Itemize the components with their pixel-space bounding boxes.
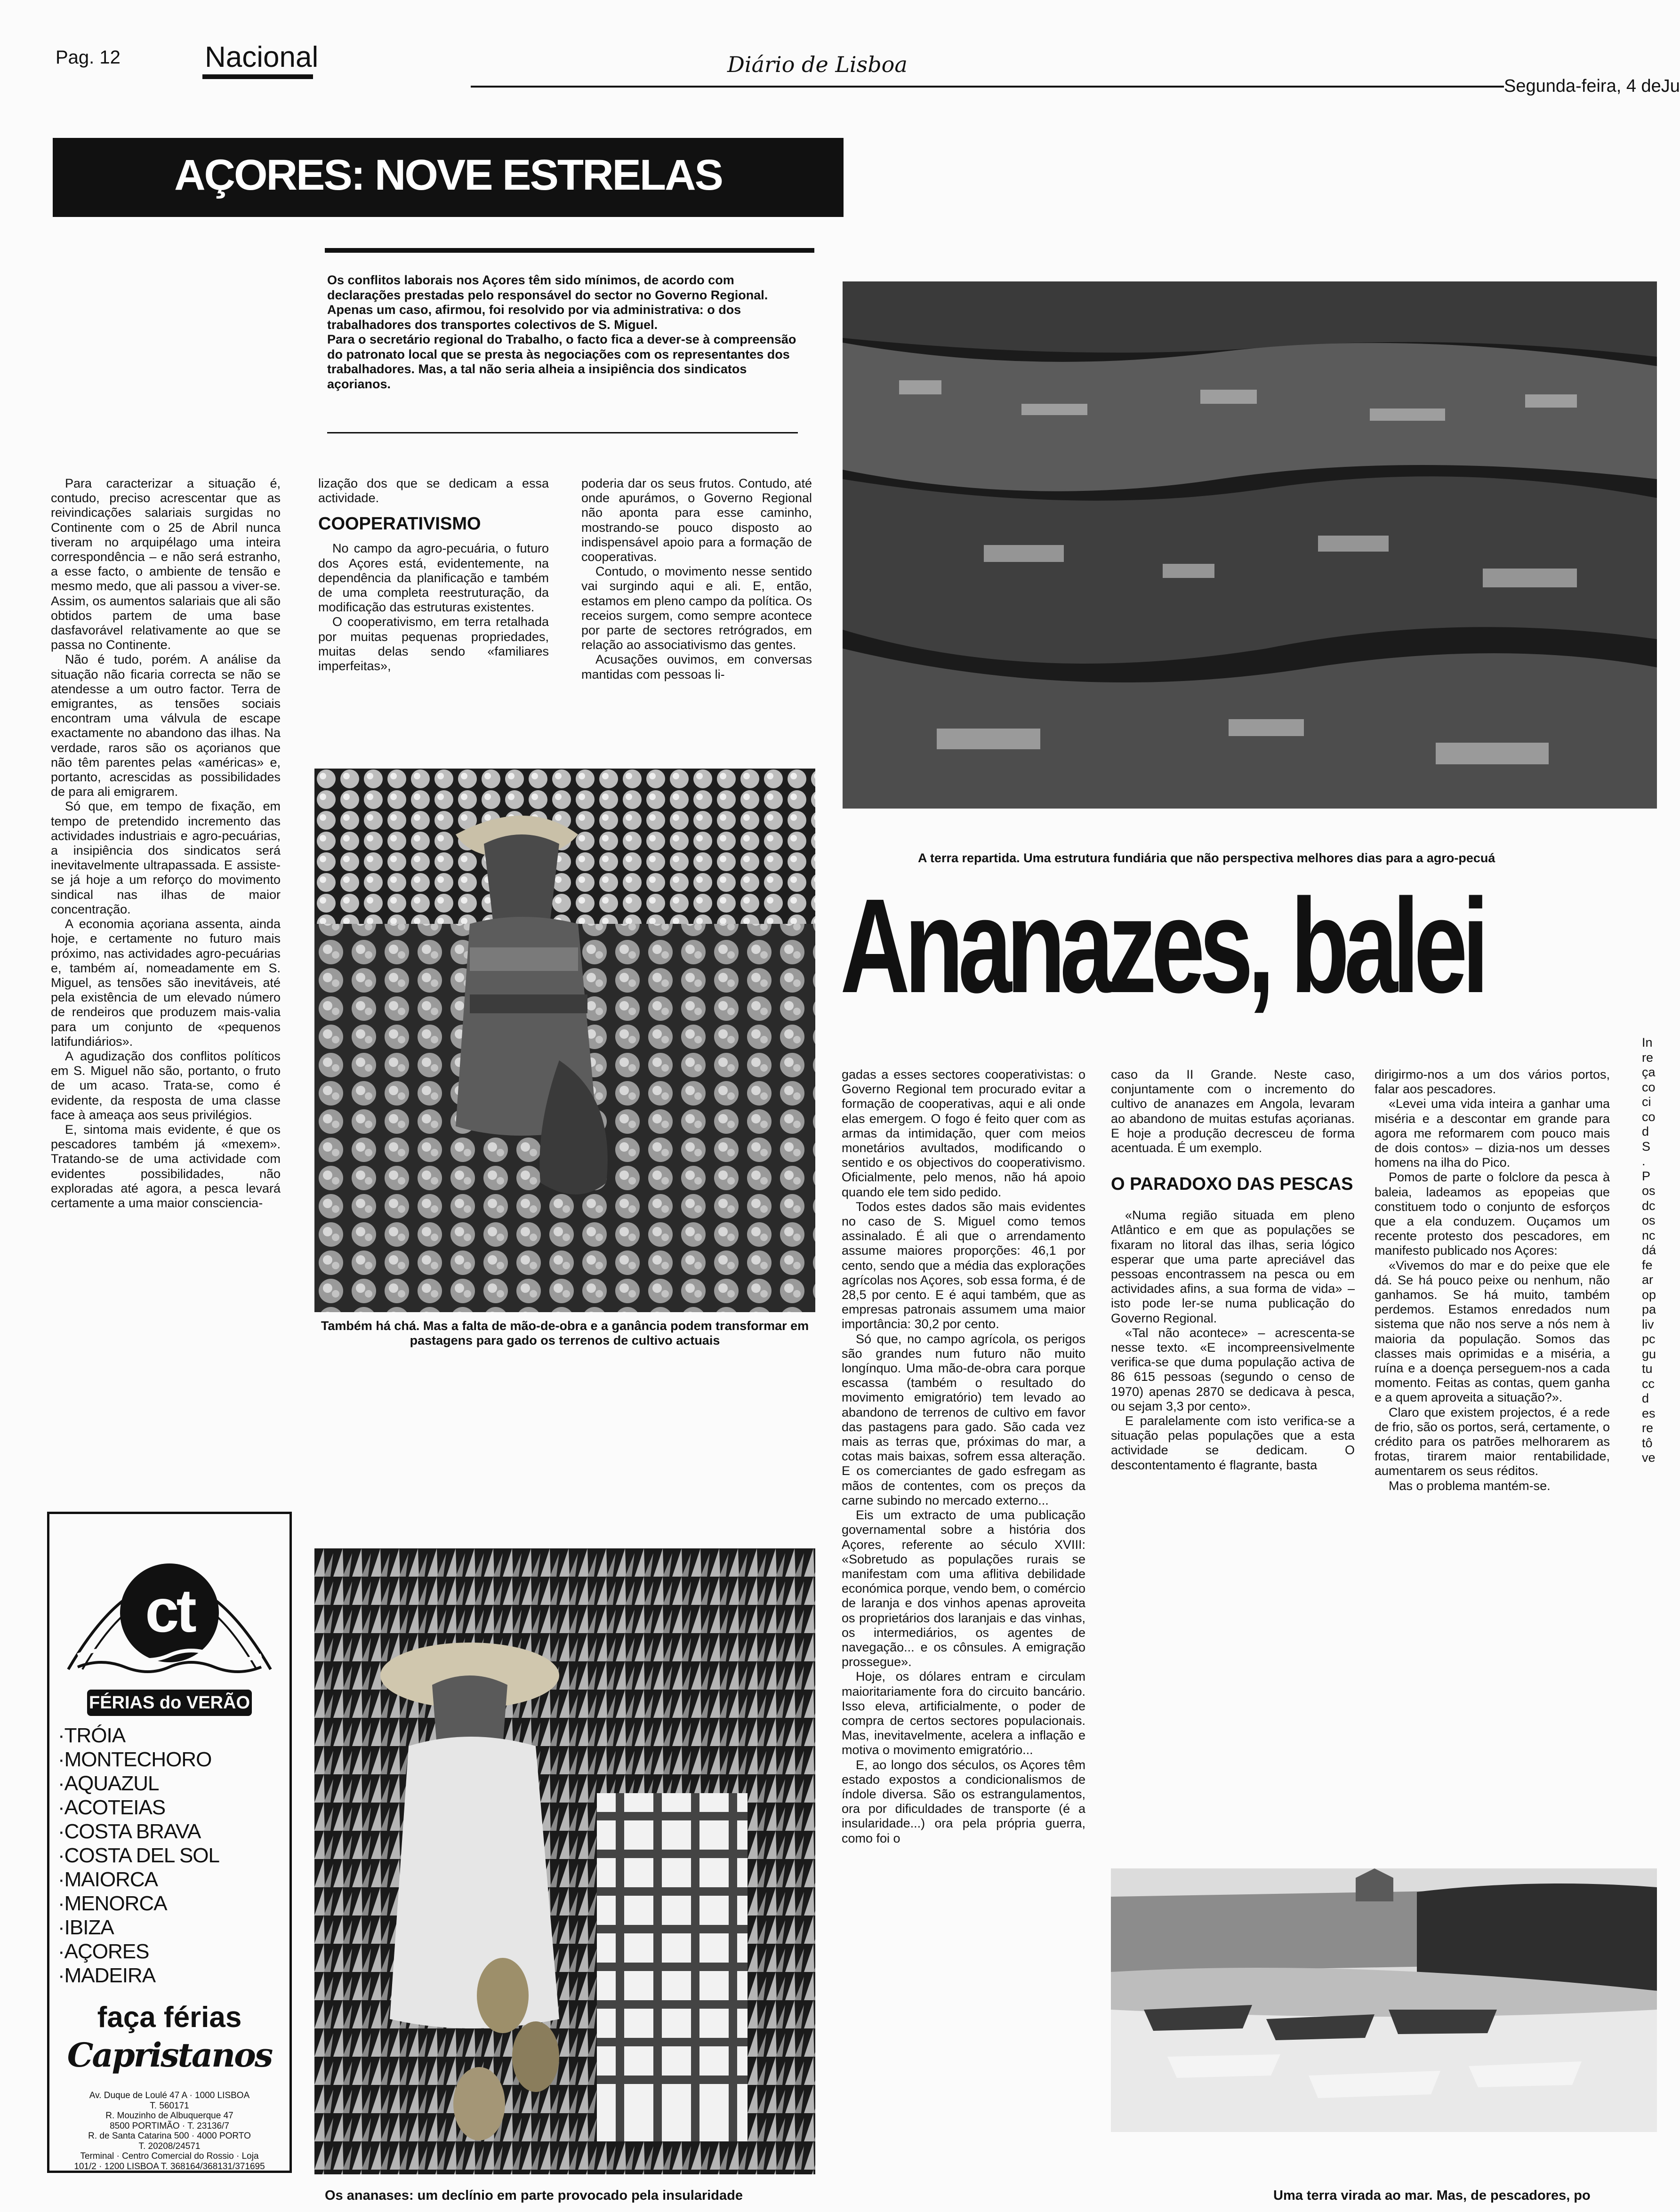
col4-paragraph: Todos estes dados são mais evidentes no caso de S. Miguel como temos assinalado. É ali que o arrendamento assume maiores proporções: 46,1 por cento, sendo que a média das explorações agrícolas nos Açores, sob essa forma, é de 28,5 por cento. E é aqui também, que as empresas patronais assumem uma maior importância: 30,2 por cento. (842, 1199, 1085, 1331)
col7-fragment-line: dá (1642, 1243, 1656, 1257)
col7-fragment-line: ci (1642, 1095, 1651, 1109)
lead-paragraph-2: Para o secretário regional do Trabalho, o facto fica a dever-se à compreensão do patronato local que se presta às negociações com os representantes dos trabalhadores. Mas, a tal não seria alheia a insipiência dos sindicatos açorianos. (327, 332, 796, 391)
ad-destination: ·AÇORES (58, 1940, 149, 1963)
col1-paragraph: A economia açoriana assenta, ainda hoje, e certamente no futuro mais próximo, nas actividades agro-pecuárias e, também aí, nomeadamente em S. Miguel, as tensões são inevitáveis, até pela existência de um elevado número de rendeiros que produzem mais-valia para um conjunto de «pequenos latifundiários». (51, 917, 281, 1049)
ad-brand: Capristanos (67, 2036, 272, 2075)
ad-destination: ·IBIZA (58, 1916, 114, 1939)
col4-paragraph: Eis um extracto de uma publicação governamental sobre a história dos Açores, referente ao século XVIII: «Sobretudo as populações rurais se manifestam com uma aflitiva debilidade económica porque, vendo bem, o comércio de laranja e dos vinhos apenas aproveita os proprietários dos laranjais e das vinhas, os intermediários, os agentes de navegação... e os cônsules. A emigração prossegue». (842, 1508, 1085, 1669)
column-6 (1375, 1067, 1610, 1493)
header-rule (471, 86, 1504, 88)
col7-fragment-line: d (1642, 1124, 1649, 1138)
col6-paragraph: Claro que existem projectos, é a rede de frio, são os portos, será, certamente, o crédito para os patrões melhorarem as frotas, tirarem maior rentabilidade, aumentarem os seus réditos. (1375, 1405, 1610, 1478)
col5-paragraph: caso da II Grande. Neste caso, conjuntamente com o incremento do cultivo de ananazes em Angola, levaram ao abandono de muitas estufas açorianas. E hoje a produção decresceu de forma acentuada. É um exemplo. (1111, 1067, 1355, 1155)
caption-tea: Também há chá. Mas a falta de mão-de-obra e a ganância podem transformar em pastagens para gado os terrenos de cultivo actuais (321, 1319, 809, 1347)
col6-paragraph: «Vivemos do mar e do peixe que ele dá. Se há pouco peixe ou nenhum, não ganhamos. Se há muito, também perdemos. Estamos enredados num sistema que não nos serve a nós nem à maioria da população. Somos das classes mais oprimidas e a miséria, a ruína e a doença perseguem-nos a cada momento. Feitas as contas, quem ganha e a quem aproveita a situação?». (1375, 1258, 1610, 1405)
col7-fragment-line: In (1642, 1035, 1653, 1050)
ad-destination: ·AQUAZUL (58, 1772, 159, 1795)
ad-logo-letters: ct (145, 1576, 194, 1645)
ad-address-line: R. de Santa Catarina 500 · 4000 PORTO (88, 2131, 251, 2141)
col3-paragraph: poderia dar os seus frutos. Contudo, até onde apurámos, o Governo Regional não aponta para esse caminho, mostrando-se pouco disposto ao indispensável apoio para a formação de cooperativas. (581, 476, 812, 564)
lead-bottom-rule (327, 432, 798, 433)
ad-destinations (58, 1723, 284, 1988)
col7-fragment-line: tô (1642, 1435, 1653, 1450)
section-name: Nacional (205, 41, 319, 73)
lead-text (327, 273, 807, 392)
col7-fragment-line: nc (1642, 1228, 1656, 1242)
banner-title: AÇORES: NOVE ESTRELAS (174, 151, 722, 199)
col3-paragraph: Acusações ouvimos, em conversas mantidas com pessoas li- (581, 652, 812, 681)
column-2 (318, 476, 549, 673)
photo-pineapple-illustration (314, 1548, 815, 2174)
ad-destination: ·MONTECHORO (58, 1748, 212, 1771)
col5-paragraph: «Tal não acontece» – acrescenta-se nesse texto. «E incompreensivelmente verifica-se que duma população activa de 86 615 pessoas (segundo o censo de 1970) apenas 2870 se dedicava à pesca, ou sejam 3,3 por cento». (1111, 1325, 1355, 1413)
page-number: Pag. 12 (56, 47, 121, 68)
col2-paragraph: O cooperativismo, em terra retalhada por muitas pequenas propriedades, muitas delas sendo «familiares imperfeitas», (318, 615, 549, 673)
ad-address-line: 8500 PORTIMÃO · T. 23136/7 (110, 2121, 229, 2131)
ad-address-line: Terminal · Centro Comercial do Rossio · Loja (80, 2151, 259, 2161)
col1-paragraph: Para caracterizar a situação é, contudo, preciso acrescentar que as reivindicações salariais surgidas no Continente com o 25 de Abril nunca tiveram no arquipélago uma inteira correspondência – e não será estranho, a esse facto, o ambiente de tensão e mesmo medo, que ali passou a viver-se. Assim, os aumentos salariais que ali são obtidos partem de uma base dasfavorável relativamente ao que se passa no Continente. (51, 476, 281, 652)
col7-fragment-line: ar (1642, 1273, 1654, 1287)
col7-fragment-line: pc (1642, 1332, 1656, 1346)
column-1 (51, 476, 281, 1210)
col6-paragraph: «Levei uma vida inteira a ganhar uma miséria e a descontar em grande para agora me reformarem com pouco mais de dois contos» – dizia-nos um desses homens na ilha do Pico. (1375, 1097, 1610, 1170)
ad-address-line: R. Mouzinho de Albuquerque 47 (105, 2111, 233, 2121)
col2-paragraph: No campo da agro-pecuária, o futuro dos Açores está, evidentemente, na dependência da planificação e também de uma completa reestruturação, da modificação das estruturas existentes. (318, 541, 549, 615)
ad-address-line: T. 560171 (150, 2100, 189, 2111)
col7-fragment-line: cc (1642, 1376, 1655, 1391)
caption-harbour: Uma terra virada ao mar. Mas, de pescadores, po (1273, 2188, 1591, 2203)
caption-land: A terra repartida. Uma estrutura fundiária que não perspectiva melhores dias para a agro-pecuá (918, 851, 1495, 865)
photo-harbour (1111, 1868, 1657, 2160)
col1-paragraph: E, sintoma mais evidente, é que os pescadores também já «mexem». Tratando-se de uma actividade com evidentes possibilidades, não exploradas até agora, a pesca levará certamente a uma maior consciencia- (51, 1122, 281, 1210)
col4-paragraph: Só que, no campo agrícola, os perigos são grandes num futuro não muito longínquo. Uma mão-de-obra cara porque escassa (também o resultado do movimento emigratório) tem levado ao abandono de terrenos de cultivo em favor das pastagens para gado. São cada vez mais as terras que, próximas do mar, a cotas mais baixas, sofrem essa alteração. E os comerciantes de gado esfregam as mãos de contentes, com os preços da carne subindo no mercado externo... (842, 1331, 1085, 1507)
photo-land (843, 281, 1657, 837)
lead-rule (325, 248, 814, 253)
ad-addresses (49, 2091, 289, 2172)
ad-destination: ·MENORCA (58, 1892, 167, 1915)
col7-fragment-line: S (1642, 1139, 1651, 1154)
ad-address-line: T. 20208/24571 (138, 2141, 201, 2151)
column-5 (1111, 1067, 1355, 1473)
section-underline (202, 74, 313, 79)
col7-fragment-line: gu (1642, 1346, 1656, 1361)
photo-land-illustration (843, 281, 1657, 837)
col7-fragment-line: dc (1642, 1198, 1656, 1213)
col7-fragment-line: re (1642, 1421, 1654, 1435)
col1-paragraph: A agudização dos conflitos políticos em S. Miguel não são, portanto, o fruto de um acaso. Trata-se, como é evidente, da resposta de uma classe face à ameaça aos seus privilégios. (51, 1049, 281, 1122)
col7-fragment-line: fe (1642, 1258, 1653, 1272)
col2-subhead: COOPERATIVISMO (318, 514, 481, 534)
col7-fragment-line: d (1642, 1391, 1649, 1405)
col3-paragraph: Contudo, o movimento nesse sentido vai surgindo aqui e ali. E, então, estamos em pleno campo da política. Os receios surgem, como sempre acontece por parte de sectores retrógrados, em relação ao associativismo das gentes. (581, 564, 812, 652)
column-3 (581, 476, 812, 682)
col7-fragment-line: co (1642, 1080, 1656, 1094)
photo-tea-picker (314, 769, 815, 1312)
col4-paragraph: gadas a esses sectores cooperativistas: o Governo Regional tem procurado evitar a formação de cooperativas, aqui e ali onde elas emergem. O fogo é feito quer com as armas da intimidação, quer com meios monetários avultados, modificando o sentido e os objectivos do cooperativismo. Oficialmente, pelo menos, não há apoio quando ele tem sido pedido. (842, 1067, 1085, 1199)
col6-paragraph: Pomos de parte o folclore da pesca à baleia, ladeamos as epopeias que constituem todo o conjunto de esforços que a ela conduzem. Ouçamos um recente protesto dos pescadores, em manifesto publicado nos Açores: (1375, 1170, 1610, 1258)
col7-fragment-line: re (1642, 1050, 1654, 1065)
ad-destination: ·MADEIRA (58, 1964, 156, 1987)
ad-slogan: faça férias (97, 2001, 242, 2034)
lead-paragraph-1: Os conflitos laborais nos Açores têm sido mínimos, de acordo com declarações prestadas pelo responsável do sector no Governo Regional. Apenas um caso, afirmou, foi resolvido por via administrativa: o dos trabalhadores dos transportes colectivos de S. Miguel. (327, 273, 768, 332)
col7-fragment-line: tu (1642, 1362, 1653, 1376)
column-7-fragment (1642, 1035, 1657, 1466)
col7-fragment-line: ça (1642, 1065, 1656, 1079)
col6-paragraph: Mas o problema mantém-se. (1389, 1478, 1551, 1493)
ad-destination: ·MAIORCA (58, 1868, 158, 1891)
issue-date: Segunda-feira, 4 deJu (1504, 76, 1680, 96)
masthead: Diário de Lisboa (727, 52, 908, 77)
col7-fragment-line: co (1642, 1109, 1656, 1124)
col1-paragraph: Só que, em tempo de fixação, em tempo de pretendido incremento das actividades industriais e agro-pecuárias, a insipiência dos sindicatos será inevitavelmente ultrapassada. E assiste-se já hoje a um reforço do movimento sindical nas ilhas de maior concentração. (51, 799, 281, 916)
col1-paragraph: Não é tudo, porém. A análise da situação não ficaria correcta se não se atendesse a um outro factor. Terra de emigrantes, as tensões sociais encontram uma válvula de escape exactamente no abandono das ilhas. Na verdade, raros são os açorianos que não têm parentes pelas «américas» e, portanto, acrescidas as possibilidades de para ali emigrarem. (51, 652, 281, 799)
photo-harbour-illustration (1111, 1868, 1657, 2160)
photo-tea-illustration (314, 769, 815, 1312)
col5-subhead: O PARADOXO DAS PESCAS (1111, 1174, 1353, 1194)
headline: Ananazes, balei (840, 871, 1484, 1021)
ad-ribbon-text: FÉRIAS do VERÃO (88, 1693, 250, 1713)
col4-paragraph: E, ao longo dos séculos, os Açores têm estado expostos a condicionalismos de índole diversa. São os estrangulamentos, ora por dificuldades de transporte (é a insularidade...) ora pela própria guerra, como foi o (842, 1757, 1085, 1845)
ad-destination: ·TRÓIA (58, 1724, 126, 1747)
col7-fragment-line: liv (1642, 1317, 1654, 1331)
col4-paragraph: Hoje, os dólares entram e circulam maioritariamente fora do circuito bancário. Isso eleva, artificialmente, o poder de compra de certos sectores populacionais. Mas, inevitavelmente, acelera a inflação e motiva o movimento emigratório... (842, 1669, 1085, 1757)
col2-intro: lização dos que se dedicam a essa actividade. (318, 476, 549, 505)
col7-fragment-line: es (1642, 1406, 1656, 1420)
col7-fragment-line: pa (1642, 1302, 1656, 1316)
ad-destination: ·COSTA DEL SOL (58, 1844, 219, 1867)
ad-destination: ·COSTA BRAVA (58, 1820, 201, 1843)
col7-fragment-line: ve (1642, 1451, 1656, 1465)
ad-address-line: 101/2 · 1200 LISBOA T. 368164/368131/371695 (74, 2161, 265, 2172)
ad-destination: ·ACOTEIAS (58, 1796, 166, 1819)
col5-paragraph: «Numa região situada em pleno Atlântico e em que as populações se fixaram no litoral das ilhas, seria lógico esperar que uma parte apreciável das pessoas encontrassem na pesca ou em actividades afins, a sua forma de vida» – isto pode ler-se numa publicação do Governo Regional. (1111, 1208, 1355, 1325)
col5-paragraph: E paralelamente com isto verifica-se a situação pelas populações que a esta actividade se dedicam. O descontentamento é flagrante, basta (1111, 1414, 1355, 1472)
col7-fragment-line: . (1642, 1154, 1646, 1168)
col7-fragment-line: os (1642, 1213, 1656, 1227)
col6-paragraph: dirigirmo-nos a um dos vários portos, falar aos pescadores. (1375, 1067, 1610, 1097)
column-4 (842, 1067, 1085, 1846)
col7-fragment-line: P (1642, 1169, 1651, 1183)
photo-pineapple-picker (314, 1548, 815, 2174)
ad-address-line: Av. Duque de Loulé 47 A · 1000 LISBOA (89, 2091, 250, 2100)
caption-pineapple: Os ananases: um declínio em parte provocado pela insularidade (325, 2188, 743, 2203)
ad-capristanos (47, 1512, 292, 2173)
col7-fragment-line: op (1642, 1287, 1656, 1302)
col7-fragment-line: os (1642, 1184, 1656, 1198)
